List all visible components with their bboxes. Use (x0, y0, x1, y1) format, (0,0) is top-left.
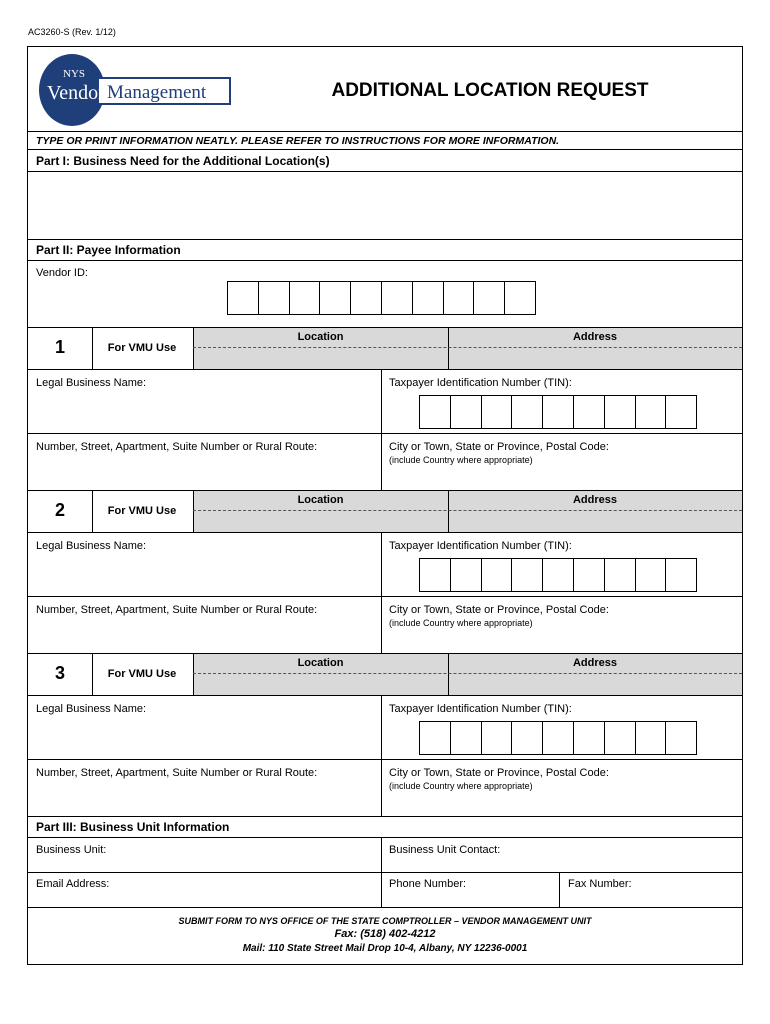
footer-fax: Fax: (518) 402-4212 (334, 928, 436, 940)
business-unit-contact-label: Business Unit Contact: (389, 844, 501, 856)
address-label: Address (572, 494, 618, 506)
vmu-label: For VMU Use (107, 505, 177, 517)
footer-mail: Mail: 110 State Street Mail Drop 10-4, Albany, NY 12236-0001 (242, 943, 528, 954)
street-label: Number, Street, Apartment, Suite Number or Rural Route: (36, 767, 318, 779)
part1-heading: Part I: Business Need for the Additional Location(s) (36, 154, 330, 168)
city-note: (include Country where appropriate) (389, 781, 533, 791)
location-number: 1 (54, 337, 65, 357)
city-label: City or Town, State or Province, Postal Code: (389, 441, 609, 453)
logo-nys-text: NYS (63, 68, 86, 80)
footer-submit-text: SUBMIT FORM TO NYS OFFICE OF THE STATE COMPTROLLER – VENDOR MANAGEMENT UNIT (178, 916, 592, 926)
tin-boxes[interactable] (419, 395, 696, 429)
legal-name-label: Legal Business Name: (36, 703, 147, 715)
city-note: (include Country where appropriate) (389, 455, 533, 465)
address-label: Address (572, 331, 618, 343)
form-frame (27, 46, 743, 965)
vmu-label: For VMU Use (107, 342, 177, 354)
part2-heading: Part II: Payee Information (36, 243, 181, 257)
nys-vendor-management-logo (35, 52, 233, 126)
logo-vendor-text: Vendor (47, 82, 105, 104)
part3-heading: Part III: Business Unit Information (36, 820, 230, 834)
location-number: 3 (54, 663, 65, 683)
city-label: City or Town, State or Province, Postal Code: (389, 767, 609, 779)
city-note: (include Country where appropriate) (389, 618, 533, 628)
email-label: Email Address: (36, 878, 110, 890)
legal-name-label: Legal Business Name: (36, 377, 147, 389)
form-title: ADDITIONAL LOCATION REQUEST (331, 80, 649, 101)
vendor-id-boxes[interactable] (227, 281, 535, 315)
legal-name-label: Legal Business Name: (36, 540, 147, 552)
street-label: Number, Street, Apartment, Suite Number or Rural Route: (36, 441, 318, 453)
address-label: Address (572, 657, 618, 669)
form-code: AC3260-S (Rev. 1/12) (28, 27, 116, 37)
location-label: Location (297, 331, 344, 343)
location-label: Location (297, 657, 344, 669)
business-need-field[interactable] (28, 172, 742, 238)
fax-label: Fax Number: (568, 878, 632, 890)
logo-management-text: Management (107, 82, 207, 103)
tin-boxes[interactable] (419, 558, 696, 592)
instructions: TYPE OR PRINT INFORMATION NEATLY. PLEASE REFER TO INSTRUCTIONS FOR MORE INFORMATION. (36, 135, 560, 147)
tin-label: Taxpayer Identification Number (TIN): (389, 377, 572, 389)
city-label: City or Town, State or Province, Postal Code: (389, 604, 609, 616)
location-label: Location (297, 494, 344, 506)
tin-label: Taxpayer Identification Number (TIN): (389, 703, 572, 715)
tin-label: Taxpayer Identification Number (TIN): (389, 540, 572, 552)
location-number: 2 (54, 500, 65, 520)
business-unit-label: Business Unit: (36, 844, 107, 856)
tin-boxes[interactable] (419, 721, 696, 755)
phone-label: Phone Number: (389, 878, 467, 890)
vendor-id-label: Vendor ID: (36, 267, 88, 279)
vmu-label: For VMU Use (107, 668, 177, 680)
street-label: Number, Street, Apartment, Suite Number or Rural Route: (36, 604, 318, 616)
